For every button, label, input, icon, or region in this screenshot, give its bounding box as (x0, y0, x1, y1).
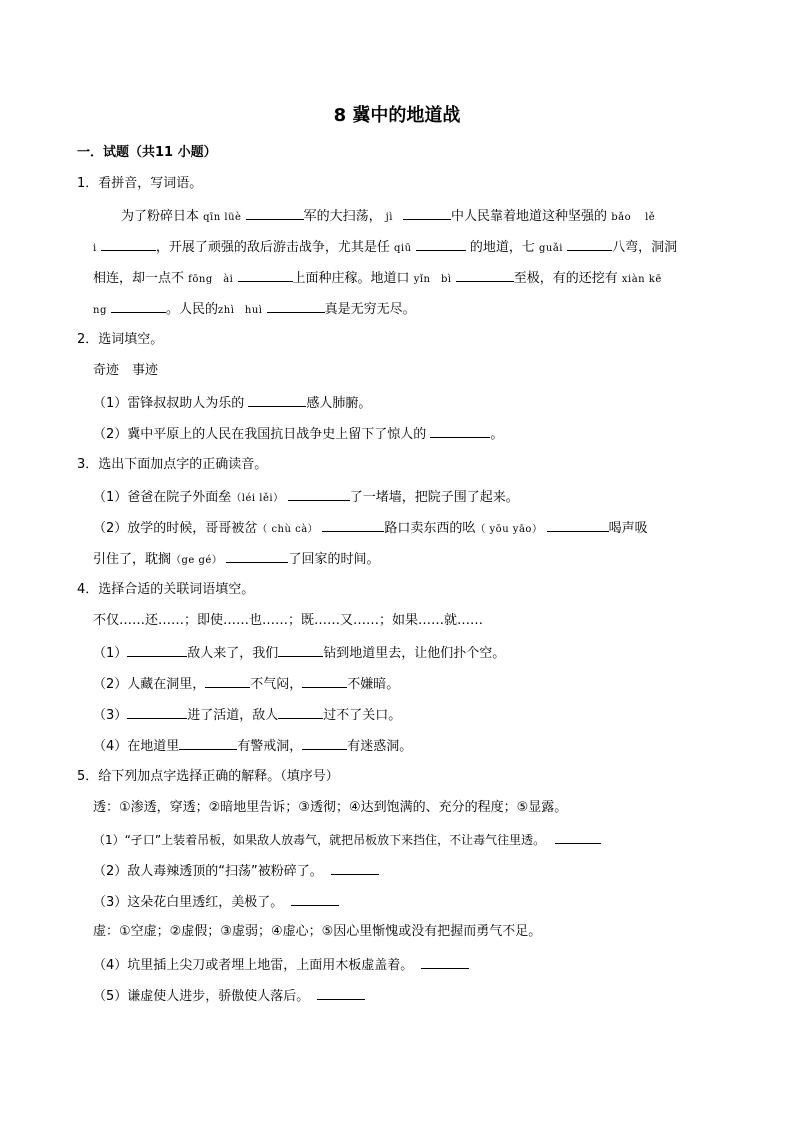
answer-blank[interactable] (205, 674, 250, 688)
page-title: 8 冀中的地道战 (333, 105, 461, 126)
pinyin-options: （ge gé） (171, 555, 223, 566)
q2-sentence-1: （1）雷锋叔叔助人为乐的 感人肺腑。 (93, 393, 371, 413)
q1-number: 1． (77, 176, 99, 191)
q2-sentence-2: （2）冀中平原上的人民在我国抗日战争史上留下了惊人的 。 (93, 424, 503, 444)
pinyin-fangai: fōng ài (188, 274, 234, 285)
pinyin-options: （ chù cà） (257, 524, 319, 535)
pinyin-qiu: qiū (394, 243, 412, 254)
q4-options: 不仅……还……；即使……也……；既……又……；如果……就…… (93, 613, 484, 628)
pinyin-qinlue: qīn lüè (203, 212, 242, 223)
pinyin-options: （ yōu yāo） (475, 524, 543, 535)
answer-blank[interactable] (238, 268, 293, 282)
answer-blank[interactable] (421, 955, 469, 969)
q5-sentence-1: （1）“孑口”上装着吊板，如果敌人放毒气，就把吊板放下来挡住，不让毒气往里透。 (93, 830, 601, 849)
answer-blank[interactable] (331, 861, 379, 875)
q5-sentence-4: （4）坑里插上尖刀或者埋上地雷，上面用木板虚盖着。 (93, 955, 469, 975)
q2-options: 奇迹 事迹 (93, 363, 159, 378)
answer-blank[interactable] (278, 643, 323, 657)
pinyin-options: （léi lěi） (231, 493, 284, 504)
pinyin-lei: lě (645, 212, 656, 223)
q5-sentence-2: （2）敌人毒辣透顶的“扫荡”被粉碎了。 (93, 861, 379, 881)
q2-number: 2． (77, 332, 99, 347)
q2-prompt: 2．选词填空。 (77, 332, 164, 347)
pinyin-guai: guǎi (538, 243, 563, 254)
pinyin-bao: bǎo (611, 212, 632, 223)
q5-sentence-3: （3）这朵花白里透红，美极了。 (93, 892, 339, 912)
q3-number: 3． (77, 457, 99, 472)
answer-blank[interactable] (246, 206, 304, 220)
q1-line-1: 为了粉碎日本 qīn lüè 军的大扫荡， jì 中人民靠着地道这种坚强的 bǎo lě (121, 206, 655, 227)
answer-blank[interactable] (267, 299, 325, 313)
q1-line-2: i ，开展了顽强的敌后游击战争，尤其是任 qiū 的地道，七 guǎi 八弯，洞洞 (93, 237, 677, 258)
answer-blank[interactable] (317, 986, 365, 1000)
q5-prompt: 5．给下列加点字选择正确的解释。（填序号） (77, 769, 339, 784)
answer-blank[interactable] (111, 299, 166, 313)
pinyin-ji: jì (385, 212, 393, 223)
answer-blank[interactable] (322, 518, 384, 532)
q5-xu-definitions: 虚：①空虚；②虚假；③虚弱；④虚心；⑤因心里惭愧或没有把握而勇气不足。 (93, 924, 542, 939)
q5-tou-definitions: 透：①渗透，穿透；②暗地里告诉；③透彻；④达到饱满的、充分的程度；⑤显露。 (93, 800, 568, 815)
answer-blank[interactable] (288, 487, 350, 501)
answer-blank[interactable] (430, 424, 490, 438)
q3-sentence-3: 引住了，耽搁（ge gé） 了回家的时间。 (93, 549, 380, 570)
answer-blank[interactable] (278, 705, 323, 719)
section-header: 一．试题（共11 小题） (77, 145, 217, 160)
answer-blank[interactable] (248, 393, 306, 407)
pinyin-zhihui: zhì huì (218, 305, 263, 316)
q4-sentence-1: （1） 敌人来了，我们 钻到地道里去，让他们扑个空。 (93, 643, 505, 663)
answer-blank[interactable] (416, 237, 466, 251)
answer-blank[interactable] (547, 518, 609, 532)
answer-blank[interactable] (291, 892, 339, 906)
answer-blank[interactable] (127, 705, 187, 719)
answer-blank[interactable] (127, 643, 187, 657)
answer-blank[interactable] (302, 736, 347, 750)
q3-sentence-2: （2）放学的时候，哥哥被岔（ chù cà） 路口卖东西的吆（ yōu yāo） 喝声吸 (93, 518, 648, 539)
pinyin-yinbi: yǐn bì (413, 274, 452, 285)
q4-sentence-3: （3） 进了活道，敌人 过不了关口。 (93, 705, 401, 725)
answer-blank[interactable] (179, 736, 237, 750)
q5-sentence-5: （5）谦虚使人进步，骄傲使人落后。 (93, 986, 365, 1006)
q4-sentence-2: （2）人藏在洞里， 不气闷， 不嫌暗。 (93, 674, 399, 694)
answer-blank[interactable] (567, 237, 612, 251)
q4-sentence-4: （4）在地道里 有警戒洞， 有迷惑洞。 (93, 736, 412, 756)
answer-blank[interactable] (226, 549, 288, 563)
answer-blank[interactable] (555, 830, 601, 844)
q1-line-4: ng 。人民的zhì huì 真是无穷无尽。 (93, 299, 416, 320)
q5-number: 5． (77, 769, 99, 784)
q3-sentence-1: （1）爸爸在院子外面垒（léi lěi） 了一堵墙，把院子围了起来。 (93, 487, 519, 508)
answer-blank[interactable] (302, 674, 347, 688)
q4-number: 4． (77, 582, 99, 597)
answer-blank[interactable] (403, 206, 451, 220)
q1-line-3: 相连，却一点不 fōng ài 上面种庄稼。地道口 yǐn bì 至极，有的还挖有 xiàn kē (93, 268, 662, 289)
q3-prompt: 3．选出下面加点字的正确读音。 (77, 457, 268, 472)
q4-prompt: 4．选择合适的关联词语填空。 (77, 582, 255, 597)
pinyin-xianke: xiàn kē (621, 274, 662, 285)
answer-blank[interactable] (101, 237, 156, 251)
answer-blank[interactable] (456, 268, 514, 282)
q1-prompt: 1．看拼音，写词语。 (77, 176, 203, 191)
